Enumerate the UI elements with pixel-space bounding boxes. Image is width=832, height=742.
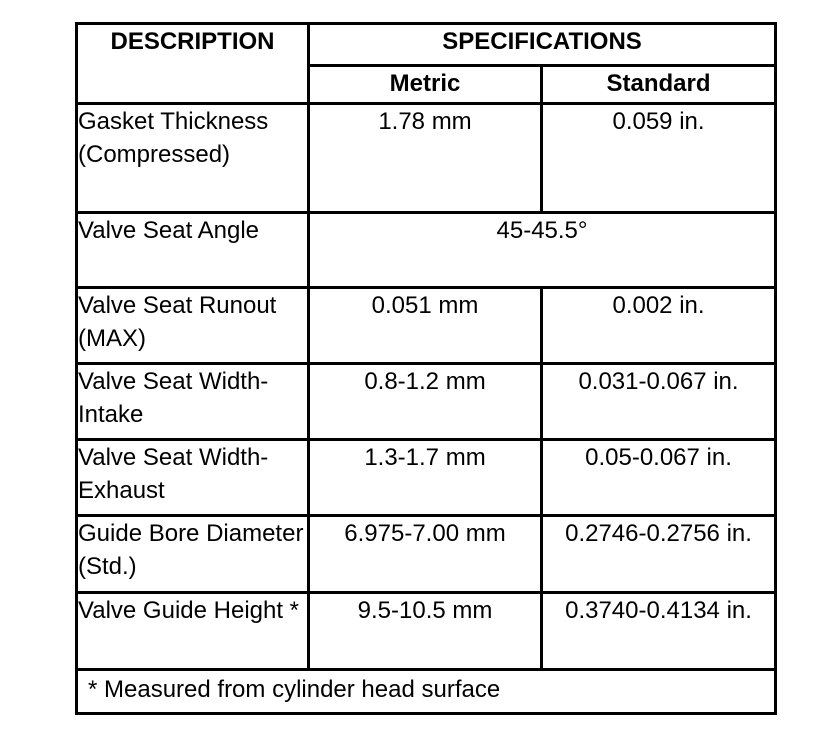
specifications-header: SPECIFICATIONS bbox=[309, 24, 776, 66]
row-description: Valve Guide Height * bbox=[77, 593, 309, 670]
footnote: * Measured from cylinder head surface bbox=[77, 670, 776, 714]
row-description: Guide Bore Diameter (Std.) bbox=[77, 516, 309, 593]
row-standard: 0.002 in. bbox=[542, 288, 776, 364]
table-row bbox=[77, 516, 776, 593]
table-row bbox=[77, 364, 776, 440]
specifications-table bbox=[75, 22, 777, 715]
table-row bbox=[77, 593, 776, 670]
table-row bbox=[77, 213, 776, 288]
row-description: Valve Seat Runout (MAX) bbox=[77, 288, 309, 364]
row-metric: 1.78 mm bbox=[309, 104, 542, 213]
row-standard: 0.059 in. bbox=[542, 104, 776, 213]
header-row bbox=[77, 24, 776, 66]
metric-header: Metric bbox=[309, 66, 542, 104]
row-standard: 0.05-0.067 in. bbox=[542, 440, 776, 516]
row-description: Valve Seat Width-Exhaust bbox=[77, 440, 309, 516]
row-metric: 0.051 mm bbox=[309, 288, 542, 364]
footnote-row bbox=[77, 670, 776, 714]
row-metric: 1.3-1.7 mm bbox=[309, 440, 542, 516]
row-standard: 0.3740-0.4134 in. bbox=[542, 593, 776, 670]
row-metric: 9.5-10.5 mm bbox=[309, 593, 542, 670]
row-description: Valve Seat Width-Intake bbox=[77, 364, 309, 440]
standard-header: Standard bbox=[542, 66, 776, 104]
table-row bbox=[77, 440, 776, 516]
table-row bbox=[77, 104, 776, 213]
row-description: Valve Seat Angle bbox=[77, 213, 309, 288]
table-row bbox=[77, 288, 776, 364]
row-standard: 0.2746-0.2756 in. bbox=[542, 516, 776, 593]
row-standard: 0.031-0.067 in. bbox=[542, 364, 776, 440]
description-header: DESCRIPTION bbox=[77, 24, 309, 104]
row-metric: 0.8-1.2 mm bbox=[309, 364, 542, 440]
row-metric: 6.975-7.00 mm bbox=[309, 516, 542, 593]
row-combined: 45-45.5° bbox=[309, 213, 776, 288]
row-description: Gasket Thickness (Compressed) bbox=[77, 104, 309, 213]
